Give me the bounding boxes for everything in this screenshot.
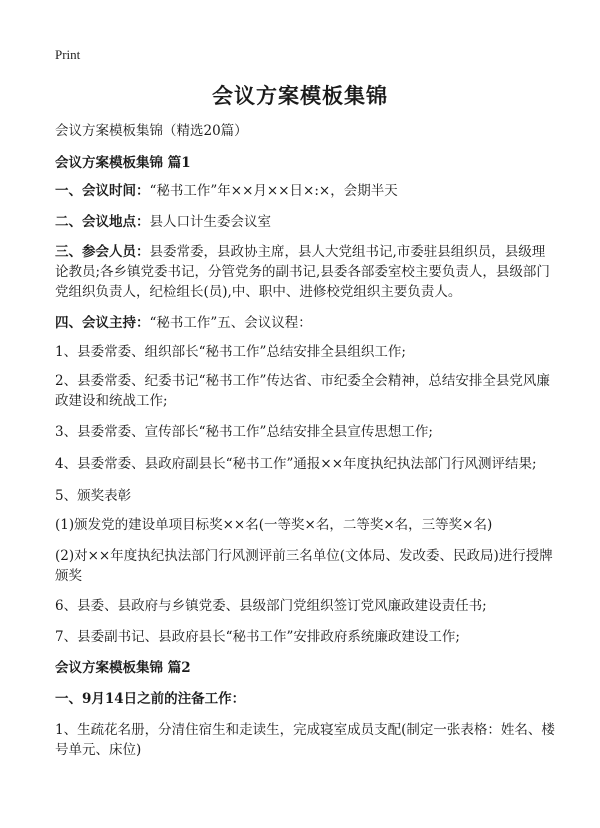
agenda-item: 7、县委副书记、县政府县长“秘书工作”安排政府系统廉政建设工作; <box>55 629 460 645</box>
section2-item: 1、生疏花名册，分清住宿生和走读生，完成寝室成员支配(制定一张表格：姓名、楼号单元、床位) <box>55 722 555 758</box>
meeting-time-label: 一、会议时间： <box>55 183 150 199</box>
agenda-item: 6、县委、县政府与乡镇党委、县级部门党组织签订党风廉政建设责任书; <box>55 598 487 614</box>
agenda-item: (1)颁发党的建设单项目标奖××名(一等奖×名，二等奖×名，三等奖×名) <box>55 517 493 533</box>
agenda-item: 2、县委常委、纪委书记“秘书工作”传达省、市纪委全会精神，总结安排全县党风廉政建设和统战工作; <box>55 373 550 409</box>
agenda-item: 4、县委常委、县政府副县长“秘书工作”通报××年度执纪执法部门行风测评结果; <box>55 456 537 472</box>
meeting-place-text: 县人口计生委会议室 <box>149 214 271 230</box>
section2-subheading: 一、9月14日之前的注备工作： <box>55 691 246 707</box>
document-title: 会议方案模板集锦 <box>212 83 388 108</box>
agenda-item: (2)对××年度执纪执法部门行风测评前三名单位(文体局、发改委、民政局)进行授牌颁奖 <box>55 548 553 584</box>
section1-heading: 会议方案模板集锦 篇1 <box>55 155 191 171</box>
meeting-place <box>55 212 555 232</box>
agenda-item: 5、颁奖表彰 <box>55 488 132 504</box>
print-label: Print <box>55 47 81 62</box>
meeting-attendees <box>55 242 555 302</box>
meeting-attendees-text: 县委常委，县政协主席，县人大党组书记,市委驻县组织员，县级理论教员;各乡镇党委书记，分管党务的副书记,县委各部委室校主要负责人，县级部门党组织负责人，纪检组长(员),中、职中、进修校党组织主要负责人。 <box>55 244 550 300</box>
meeting-attendees-label: 三、参会人员： <box>55 244 150 260</box>
meeting-host <box>55 313 555 333</box>
document-subtitle: 会议方案模板集锦（精选20篇） <box>55 123 248 139</box>
meeting-host-label: 四、会议主持： <box>55 315 150 331</box>
section2-heading: 会议方案模板集锦 篇2 <box>55 660 191 676</box>
agenda-item: 3、县委常委、宣传部长“秘书工作”总结安排全县宣传思想工作; <box>55 424 433 440</box>
meeting-host-text: “秘书工作”五、会议议程： <box>149 315 312 331</box>
agenda-item: 1、县委常委、组织部长“秘书工作”总结安排全县组织工作; <box>55 344 406 360</box>
meeting-place-label: 二、会议地点： <box>55 214 150 230</box>
meeting-time-text: “秘书工作”年××月××日×:×，会期半天 <box>149 183 398 199</box>
meeting-time <box>55 181 555 201</box>
